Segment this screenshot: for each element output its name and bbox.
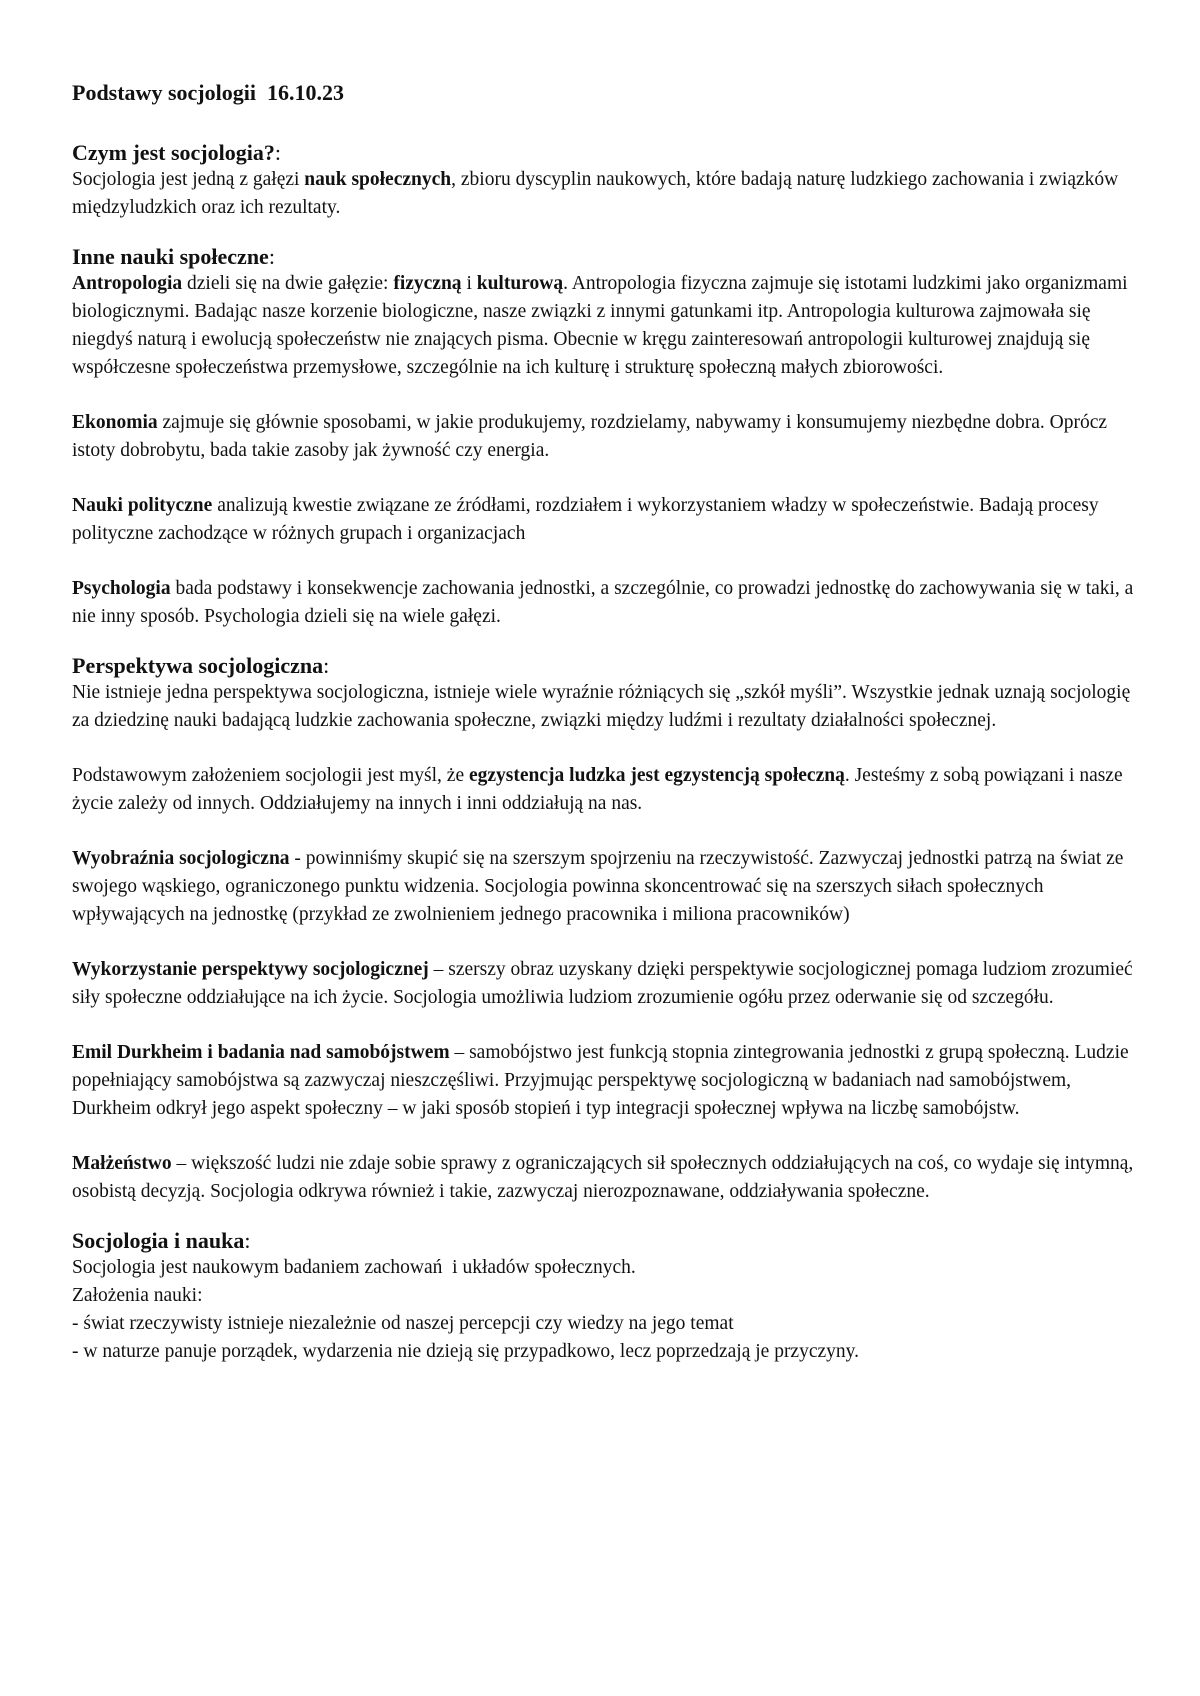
paragraph-text: Socjologia jest jedną z gałęzi [72, 169, 305, 190]
section-heading-text: Czym jest socjologia? [72, 140, 275, 165]
text-line: - w naturze panuje porządek, wydarzenia nie dzieją się przypadkowo, lecz poprzedzają je przyczyny. [72, 1341, 860, 1362]
paragraph [72, 409, 1142, 465]
section-heading [72, 244, 1140, 270]
text-line: - świat rzeczywisty istnieje niezależnie od naszej percepcji czy wiedzy na jego temat [72, 1313, 734, 1334]
section-heading-text: Inne nauki społeczne [72, 244, 269, 269]
document-title: Podstawy socjologii 16.10.23 [72, 80, 344, 105]
paragraph-text: – szerszy obraz uzyskany dzięki perspektywie socjologicznej pomaga ludziom zrozumieć siły społeczne oddziałujące na ich życie. Socjologia umożliwia ludziom zrozumienie ogółu przez oderwanie się od szczegółu. [72, 959, 1133, 1008]
paragraph [72, 1150, 1142, 1206]
heading-colon: : [244, 1228, 251, 1253]
bold-term: fizyczną [393, 273, 462, 294]
bold-term: egzystencja ludzka jest egzystencją społeczną [468, 765, 845, 786]
paragraph [72, 679, 1142, 735]
section [72, 140, 1140, 222]
paragraph [72, 270, 1142, 382]
paragraph-text: – większość ludzi nie zdaje sobie sprawy z ograniczających sił społecznych oddziałujących na coś, co wydaje się intymną, osobistą decyzją. Socjologia odkrywa również i takie, zazwyczaj nierozpoznawane, oddziaływania społeczne. [72, 1153, 1134, 1202]
bold-term: kulturową [476, 273, 564, 294]
section [72, 653, 1140, 1206]
paragraph [72, 956, 1142, 1012]
section-heading-text: Perspektywa socjologiczna [72, 653, 324, 678]
paragraph [72, 762, 1142, 818]
paragraph-text: , zbioru dyscyplin naukowych, które badają naturę ludzkiego zachowania i związków międzyludzkich oraz ich rezultaty. [72, 169, 1119, 218]
bold-term: Małżeństwo [72, 1153, 172, 1174]
paragraph-text: – samobójstwo jest funkcją stopnia zintegrowania jednostki z grupą społeczną. Ludzie popełniający samobójstwa są zazwyczaj nieszczęśliwi. Przyjmując perspektywę socjologiczną w badaniach nad samobójstwem, Durkheim odkrył jego aspekt społeczny – w jaki sposób stopień i typ integracji społecznej wpływa na liczbę samobójstw. [72, 1042, 1129, 1119]
bold-term: Wykorzystanie perspektywy socjologicznej [72, 959, 429, 980]
heading-colon: : [323, 653, 330, 678]
bold-term: Nauki polityczne [72, 495, 213, 516]
bold-term: Emil Durkheim i badania nad samobójstwem [72, 1042, 450, 1063]
document-body [72, 140, 1140, 1366]
paragraph-text: - powinniśmy skupić się na szerszym spojrzeniu na rzeczywistość. Zazwyczaj jednostki patrzą na świat ze swojego wąskiego, ograniczonego punktu widzenia. Socjologia powinna skoncentrować się na szerszych siłach społecznych wpływających na jednostkę (przykład ze zwolnieniem jednego pracownika i miliona pracowników) [72, 848, 1124, 925]
section-heading [72, 1228, 1140, 1254]
paragraph-text: analizują kwestie związane ze źródłami, rozdziałem i wykorzystaniem władzy w społeczeństwie. Badają procesy polityczne zachodzące w różnych grupach i organizacjach [72, 495, 1099, 544]
section [72, 244, 1140, 631]
paragraph [72, 492, 1142, 548]
bold-term: Wyobraźnia socjologiczna [72, 848, 290, 869]
bold-term: Antropologia [72, 273, 183, 294]
paragraph [72, 1039, 1142, 1123]
paragraph-text: . Jesteśmy z sobą powiązani i nasze życie zależy od innych. Oddziałujemy na innych i inni oddziałują na nas. [72, 765, 1123, 814]
paragraph-text: Nie istnieje jedna perspektywa socjologiczna, istnieje wiele wyraźnie różniących się „szkół myśli”. Wszystkie jednak uznają socjologię za dziedzinę nauki badającą ludzkie zachowania społeczne, związki między ludźmi i rezultaty działalności społecznej. [72, 682, 1131, 731]
section-heading-text: Socjologia i nauka [72, 1228, 245, 1253]
bold-term: Ekonomia [72, 412, 158, 433]
paragraph-text: dzieli się na dwie gałęzie: [182, 273, 394, 294]
paragraph-text: i [461, 273, 477, 294]
section-heading [72, 140, 1140, 166]
bold-term: Psychologia [72, 578, 171, 599]
paragraph [72, 845, 1142, 929]
text-line: Założenia nauki: [72, 1285, 203, 1306]
paragraph-text: Podstawowym założeniem socjologii jest myśl, że [72, 765, 469, 786]
heading-colon: : [274, 140, 281, 165]
paragraph [72, 575, 1142, 631]
paragraph [72, 166, 1142, 222]
paragraph-text: bada podstawy i konsekwencje zachowania jednostki, a szczególnie, co prowadzi jednostkę do zachowywania się w taki, a nie inny sposób. Psychologia dzieli się na wiele gałęzi. [72, 578, 1134, 627]
bold-term: nauk społecznych [304, 169, 452, 190]
section-heading [72, 653, 1140, 679]
text-line: Socjologia jest naukowym badaniem zachowań i układów społecznych. [72, 1257, 636, 1278]
paragraph-text: zajmuje się głównie sposobami, w jakie produkujemy, rozdzielamy, nabywamy i konsumujemy niezbędne dobra. Oprócz istoty dobrobytu, bada takie zasoby jak żywność czy energia. [72, 412, 1108, 461]
section [72, 1228, 1140, 1366]
line-list [72, 1254, 1140, 1366]
heading-colon: : [268, 244, 275, 269]
paragraph-text: . Antropologia fizyczna zajmuje się istotami ludzkimi jako organizmami biologicznymi. Badając nasze korzenie biologiczne, nasze związki z innymi gatunkami itp. Antropologia kulturowa zajmowała się niegdyś naturą i ewolucją społeczeństw nie znających pisma. Obecnie w kręgu zainteresowań antropologii kulturowej znajdują się współczesne społeczeństwa przemysłowe, szczególnie na ich kulturę i strukturę społeczną małych zbiorowości. [72, 273, 1128, 378]
